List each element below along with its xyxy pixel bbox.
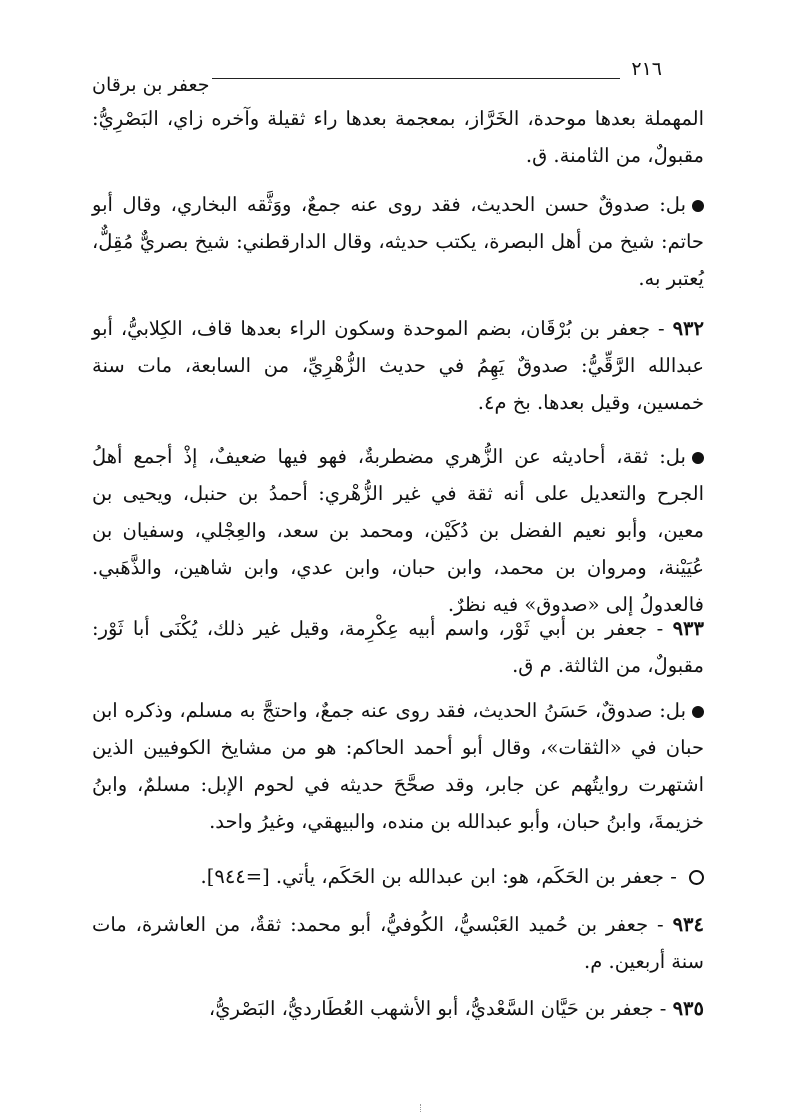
paragraph-comment [92,438,704,623]
bullet-icon [692,706,704,718]
paragraph-comment [92,186,704,297]
cross-reference: - جعفر بن الحَكَم، هو: ابن عبدالله بن الحَكَم، يأتي. [=٩٤٤]. [92,858,704,895]
header-rule [212,78,620,79]
paragraph-continuation [92,100,704,174]
paragraph-text: بل: صدوقٌ، حَسَنُ الحديث، فقد روى عنه جمعٌ، واحتجَّ به مسلم، وذكره ابن حبان في «الثقات»، وقال أبو أحمد الحاكم: هو من مشايخ الكوفيين الذين اشتهرت روايتُهم عن جابر، وقد صحَّحَ حديثه في لحوم الإبل: مسلمٌ، وابنُ خزيمةَ، وابنُ حبان، وأبو عبدالله بن منده، والبيهقي، وغيرُ واحد. [92,699,704,833]
paragraph-text: بل: ثقة، أحاديثه عن الزُّهري مضطربةٌ، فهو فيها ضعيفٌ، إذْ أجمع أهلُ الجرح والتعديل على أنه ثقة في غير الزُّهْري: أحمدُ بن حنبل، ويحيى بن معين، وأبو نعيم الفضل بن دُكَيْن، ومحمد بن سعد، والعِجْلي، وسفيان بن عُيَيْنة، ومروان بن محمد، وابن حبان، وابن عدي، وابن شاهين، والذَّهَبي. فالعدولُ إلى «صدوق» فيه نظرٌ. [92,445,704,616]
paragraph-text: المهملة بعدها موحدة، الخَرَّاز، بمعجمة بعدها راء ثقيلة وآخره زاي، البَصْرِيُّ: مقبولٌ، من الثامنة. ق. [92,107,704,167]
entry-number: ٩٣٢ [672,317,704,340]
entry-935: ٩٣٥ - جعفر بن حَيَّان السَّعْديُّ، أبو الأشهب العُطَارديُّ، البَصْريُّ، [208,997,704,1020]
scan-edge-marks [420,1104,751,1112]
paragraph-text: جعفر بن حُميد العَبْسيُّ، الكُوفيُّ، أبو محمد: ثقةٌ، من العاشرة، مات سنة أربعين. م. [92,913,704,973]
paragraph-text: بل: صدوقٌ حسن الحديث، فقد روى عنه جمعٌ، ووَثَّقه البخاري، وقال أبو حاتم: شيخ من أهل البصرة، يكتب حديثه، وقال الدارقطني: شيخ بصريٌّ مُقِلٌّ، يُعتبر به. [92,193,704,290]
paragraph-comment [92,692,704,840]
paragraph-text: جعفر بن أبي ثَوْر، واسم أبيه عِكْرِمة، وقيل غير ذلك، يُكْنَى أبا ثَوْر: مقبولٌ، من الثالثة. م ق. [92,617,704,677]
bullet-icon [692,452,704,464]
entry-number: ٩٣٥ [672,997,704,1020]
entry-number: ٩٣٣ [672,617,704,640]
entry-933: ٩٣٣ - جعفر بن أبي ثَوْر، واسم أبيه عِكْرِمة، وقيل غير ذلك، يُكْنَى أبا ثَوْر: مقبولٌ، من الثالثة. م ق. [92,617,704,677]
page-number: ٢١٦ [631,58,662,80]
entry-932: ٩٣٢ - جعفر بن بُرْقَان، بضم الموحدة وسكون الراء بعدها قاف، الكِلابيُّ، أبو عبدالله الرَّقِّيُّ: صدوقٌ يَهِمُ في حديث الزُّهْرِيِّ، من السابعة، مات سنة خمسين، وقيل بعدها. بخ م٤. [92,317,704,414]
paragraph-text: جعفر بن الحَكَم، هو: ابن عبدالله بن الحَكَم، يأتي. [=٩٤٤]. [200,865,664,888]
paragraph-text: جعفر بن بُرْقَان، بضم الموحدة وسكون الراء بعدها قاف، الكِلابيُّ، أبو عبدالله الرَّقِّيُّ: صدوقٌ يَهِمُ في حديث الزُّهْرِيِّ، من السابعة، مات سنة خمسين، وقيل بعدها. بخ م٤. [92,317,704,414]
bullet-icon [692,200,704,212]
entry-934: ٩٣٤ - جعفر بن حُميد العَبْسيُّ، الكُوفيُّ، أبو محمد: ثقةٌ، من العاشرة، مات سنة أربعين. م. [92,913,704,973]
entry-number: ٩٣٤ [672,913,704,936]
page-header [92,58,662,98]
circle-icon [689,870,704,885]
running-title: جعفر بن برقان [92,74,210,96]
paragraph-text: جعفر بن حَيَّان السَّعْديُّ، أبو الأشهب العُطَارديُّ، البَصْريُّ، [208,997,654,1020]
